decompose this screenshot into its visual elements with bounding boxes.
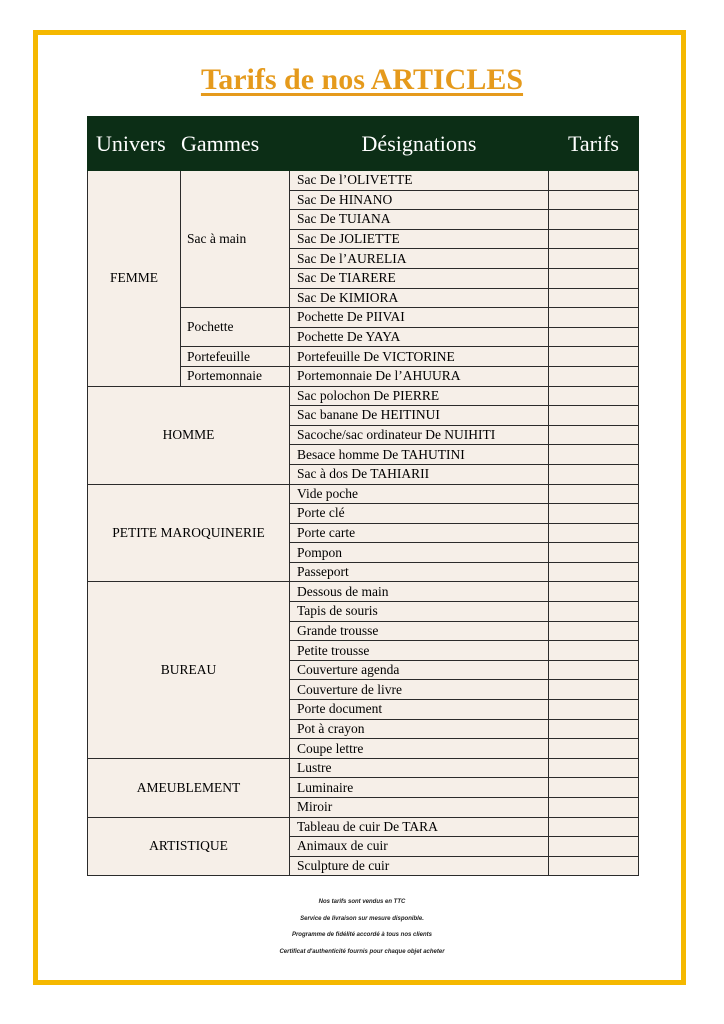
designation-cell: Passeport bbox=[290, 562, 549, 582]
designation-cell: Couverture de livre bbox=[290, 680, 549, 700]
designation-cell: Sacoche/sac ordinateur De NUIHITI bbox=[290, 425, 549, 445]
footer-notes bbox=[0, 897, 724, 963]
page-title: Tarifs de nos ARTICLES bbox=[200, 63, 524, 96]
designation-cell: Tapis de souris bbox=[290, 602, 549, 622]
tarif-cell bbox=[549, 504, 639, 524]
table-row bbox=[88, 484, 639, 504]
gamme-cell: Portemonnaie bbox=[181, 366, 290, 386]
tarif-cell bbox=[549, 719, 639, 739]
tarif-cell bbox=[549, 425, 639, 445]
tarif-cell bbox=[549, 288, 639, 308]
note-line: Service de livraison sur mesure disponible. bbox=[300, 915, 424, 922]
univers-cell: AMEUBLEMENT bbox=[88, 758, 290, 817]
designation-cell: Porte document bbox=[290, 700, 549, 720]
designation-cell: Luminaire bbox=[290, 778, 549, 798]
tarif-cell bbox=[549, 308, 639, 328]
designation-cell: Sac De TUIANA bbox=[290, 210, 549, 230]
designation-cell: Tableau de cuir De TARA bbox=[290, 817, 549, 837]
tarif-cell bbox=[549, 523, 639, 543]
designation-cell: Sac banane De HEITINUI bbox=[290, 406, 549, 426]
designation-cell: Sculpture de cuir bbox=[290, 856, 549, 876]
tarif-cell bbox=[549, 386, 639, 406]
header-row bbox=[88, 117, 639, 171]
tarif-cell bbox=[549, 562, 639, 582]
tarif-cell bbox=[549, 817, 639, 837]
tarif-cell bbox=[549, 680, 639, 700]
designation-cell: Pochette De YAYA bbox=[290, 327, 549, 347]
tarif-cell bbox=[549, 660, 639, 680]
tarif-cell bbox=[549, 700, 639, 720]
designation-cell: Pochette De PIIVAI bbox=[290, 308, 549, 328]
univers-cell: FEMME bbox=[88, 171, 181, 387]
univers-cell: ARTISTIQUE bbox=[88, 817, 290, 876]
tarif-cell bbox=[549, 229, 639, 249]
table-body bbox=[88, 171, 639, 876]
tarif-cell bbox=[549, 837, 639, 857]
tarif-cell bbox=[549, 347, 639, 367]
gamme-cell: Sac à main bbox=[181, 171, 290, 308]
designation-cell: Sac polochon De PIERRE bbox=[290, 386, 549, 406]
designation-cell: Sac à dos De TAHIARII bbox=[290, 464, 549, 484]
note-line: Programme de fidélité accordé à tous nos clients bbox=[291, 932, 433, 938]
designation-cell: Porte clé bbox=[290, 504, 549, 524]
univers-cell: HOMME bbox=[88, 386, 290, 484]
tarif-cell bbox=[549, 171, 639, 191]
designation-cell: Couverture agenda bbox=[290, 660, 549, 680]
tarif-cell bbox=[549, 484, 639, 504]
designation-cell: Sac De JOLIETTE bbox=[290, 229, 549, 249]
tarif-cell bbox=[549, 582, 639, 602]
header-tarifs: Tarifs bbox=[549, 117, 639, 171]
tarif-cell bbox=[549, 758, 639, 778]
designation-cell: Dessous de main bbox=[290, 582, 549, 602]
designation-cell: Coupe lettre bbox=[290, 739, 549, 759]
tarif-cell bbox=[549, 621, 639, 641]
tarif-cell bbox=[549, 406, 639, 426]
tarif-cell bbox=[549, 798, 639, 818]
table-row bbox=[88, 758, 639, 778]
designation-cell: Miroir bbox=[290, 798, 549, 818]
designation-cell: Sac De HINANO bbox=[290, 190, 549, 210]
table-row bbox=[88, 386, 639, 406]
designation-cell: Sac De KIMIORA bbox=[290, 288, 549, 308]
tarif-cell bbox=[549, 249, 639, 269]
designation-cell: Sac De TIARERE bbox=[290, 268, 549, 288]
tarif-cell bbox=[549, 641, 639, 661]
tarif-cell bbox=[549, 327, 639, 347]
price-table bbox=[87, 116, 639, 876]
header-gammes: Gammes bbox=[181, 117, 290, 171]
designation-cell: Animaux de cuir bbox=[290, 837, 549, 857]
tarif-cell bbox=[549, 464, 639, 484]
designation-cell: Grande trousse bbox=[290, 621, 549, 641]
note-line: Certificat d'authenticité fournis pour chaque objet acheter bbox=[279, 948, 445, 955]
tarif-cell bbox=[549, 739, 639, 759]
gamme-cell: Portefeuille bbox=[181, 347, 290, 367]
header-designations: Désignations bbox=[290, 117, 549, 171]
designation-cell: Porte carte bbox=[290, 523, 549, 543]
designation-cell: Sac De l’AURELIA bbox=[290, 249, 549, 269]
tarif-cell bbox=[549, 366, 639, 386]
designation-cell: Vide poche bbox=[290, 484, 549, 504]
gamme-cell: Pochette bbox=[181, 308, 290, 347]
tarif-cell bbox=[549, 268, 639, 288]
univers-cell: BUREAU bbox=[88, 582, 290, 758]
designation-cell: Portefeuille De VICTORINE bbox=[290, 347, 549, 367]
designation-cell: Pompon bbox=[290, 543, 549, 563]
tarif-cell bbox=[549, 778, 639, 798]
tarif-cell bbox=[549, 543, 639, 563]
designation-cell: Sac De l’OLIVETTE bbox=[290, 171, 549, 191]
tarif-cell bbox=[549, 190, 639, 210]
table-row bbox=[88, 582, 639, 602]
header-univers: Univers bbox=[88, 117, 181, 171]
tarif-cell bbox=[549, 856, 639, 876]
tarif-cell bbox=[549, 602, 639, 622]
designation-cell: Lustre bbox=[290, 758, 549, 778]
designation-cell: Petite trousse bbox=[290, 641, 549, 661]
note-line: Nos tarifs sont vendus en TTC bbox=[318, 899, 406, 905]
designation-cell: Pot à crayon bbox=[290, 719, 549, 739]
designation-cell: Portemonnaie De l’AHUURA bbox=[290, 366, 549, 386]
tarif-cell bbox=[549, 210, 639, 230]
tarif-cell bbox=[549, 445, 639, 465]
designation-cell: Besace homme De TAHUTINI bbox=[290, 445, 549, 465]
table-row bbox=[88, 817, 639, 837]
univers-cell: PETITE MAROQUINERIE bbox=[88, 484, 290, 582]
table-row bbox=[88, 171, 639, 191]
